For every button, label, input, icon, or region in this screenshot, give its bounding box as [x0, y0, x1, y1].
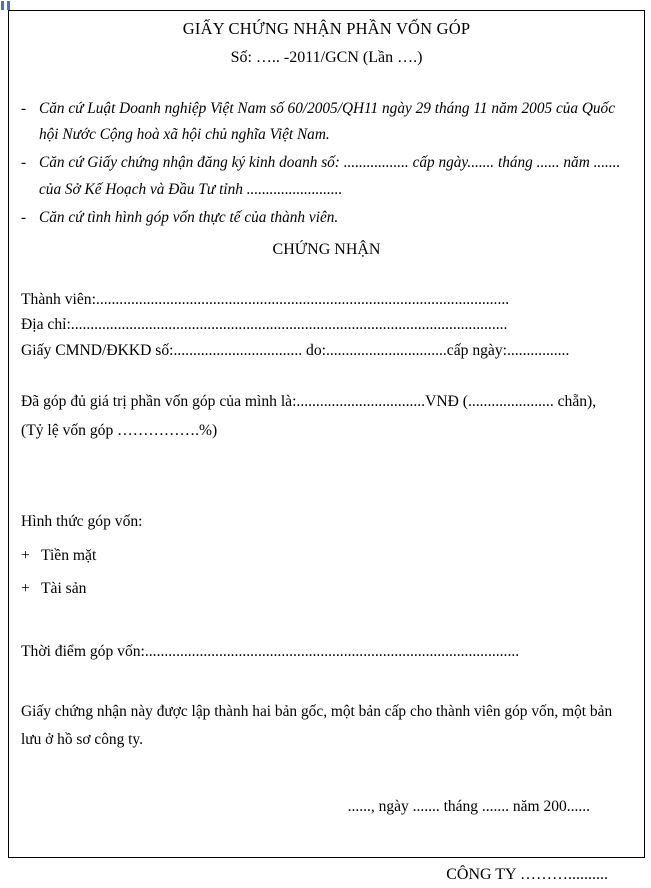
recital-text: Căn cứ tình hình góp vốn thực tế của thành viên.	[39, 208, 339, 226]
plus-bullet-icon: +	[21, 579, 30, 597]
certify-heading: CHỨNG NHẬN	[272, 241, 381, 259]
recital-text: Căn cứ Luật Doanh nghiệp Việt Nam số 60/2005/QH11 ngày 29 tháng 11 năm 2005 của Quốc hội Nước Cộng hoà xã hội chủ nghĩa Việt Nam.	[39, 99, 615, 143]
contribution-ratio-line: (Tỷ lệ vốn góp …………….%)	[21, 422, 218, 440]
contribution-amount-line: Đã góp đủ giá trị phần vốn góp của mình là:.................................VNĐ (...................... chẵn),	[21, 392, 597, 410]
closing-paragraph: Giấy chứng nhận này được lập thành hai bản gốc, một bản cấp cho thành viên góp vốn, một bản lưu ở hồ sơ công ty.	[21, 703, 613, 748]
signature-section	[21, 795, 632, 887]
signature-date-line: ......, ngày ....... tháng ....... năm 200......	[347, 798, 590, 816]
document-page-border	[8, 10, 645, 883]
recital-item	[21, 150, 632, 203]
plus-bullet-icon: +	[21, 546, 30, 564]
contribution-method-item	[21, 543, 632, 568]
field-contribution-timing: Thời điểm góp vốn:................................................................................................	[21, 643, 520, 661]
contribution-method-section	[21, 509, 632, 601]
recital-text: Căn cứ Giấy chứng nhận đăng ký kinh doanh số: ................. cấp ngày....... tháng ...... năm ....... của Sở Kế Hoạch và Đầu Tư tỉnh .........................	[39, 154, 621, 198]
contribution-amount-section	[21, 389, 632, 444]
document-number-line: Số: ….. -2011/GCN (Lần ….)	[230, 48, 423, 66]
contribution-method-label: Tiền mặt	[41, 546, 97, 564]
recital-item	[21, 205, 632, 231]
recital-dash: -	[21, 208, 27, 226]
recital-dash: -	[21, 154, 27, 172]
recital-dash: -	[21, 99, 27, 117]
contribution-method-label: Tài sản	[41, 579, 87, 597]
field-member-id-number: Giấy CMND/ĐKKD số:................................. do:...............................cấp ngày:................	[21, 341, 570, 359]
signature-company-line: CÔNG TY ………..........	[446, 866, 608, 883]
closing-section	[21, 698, 632, 753]
field-member-address: Địa chỉ:................................................................................................................	[21, 316, 508, 334]
object-anchor-artifact	[1, 1, 10, 10]
recitals-section	[21, 96, 632, 231]
page-title: GIẤY CHỨNG NHẬN PHẦN VỐN GÓP	[182, 19, 471, 38]
contribution-method-item	[21, 576, 632, 601]
document-body	[9, 11, 644, 883]
recital-item	[21, 96, 632, 149]
field-member-name: Thành viên:..........................................................................................................	[21, 291, 510, 309]
contribution-method-title: Hình thức góp vốn:	[21, 513, 143, 531]
contribution-timing-section	[21, 639, 632, 664]
member-fields-section	[21, 287, 632, 363]
